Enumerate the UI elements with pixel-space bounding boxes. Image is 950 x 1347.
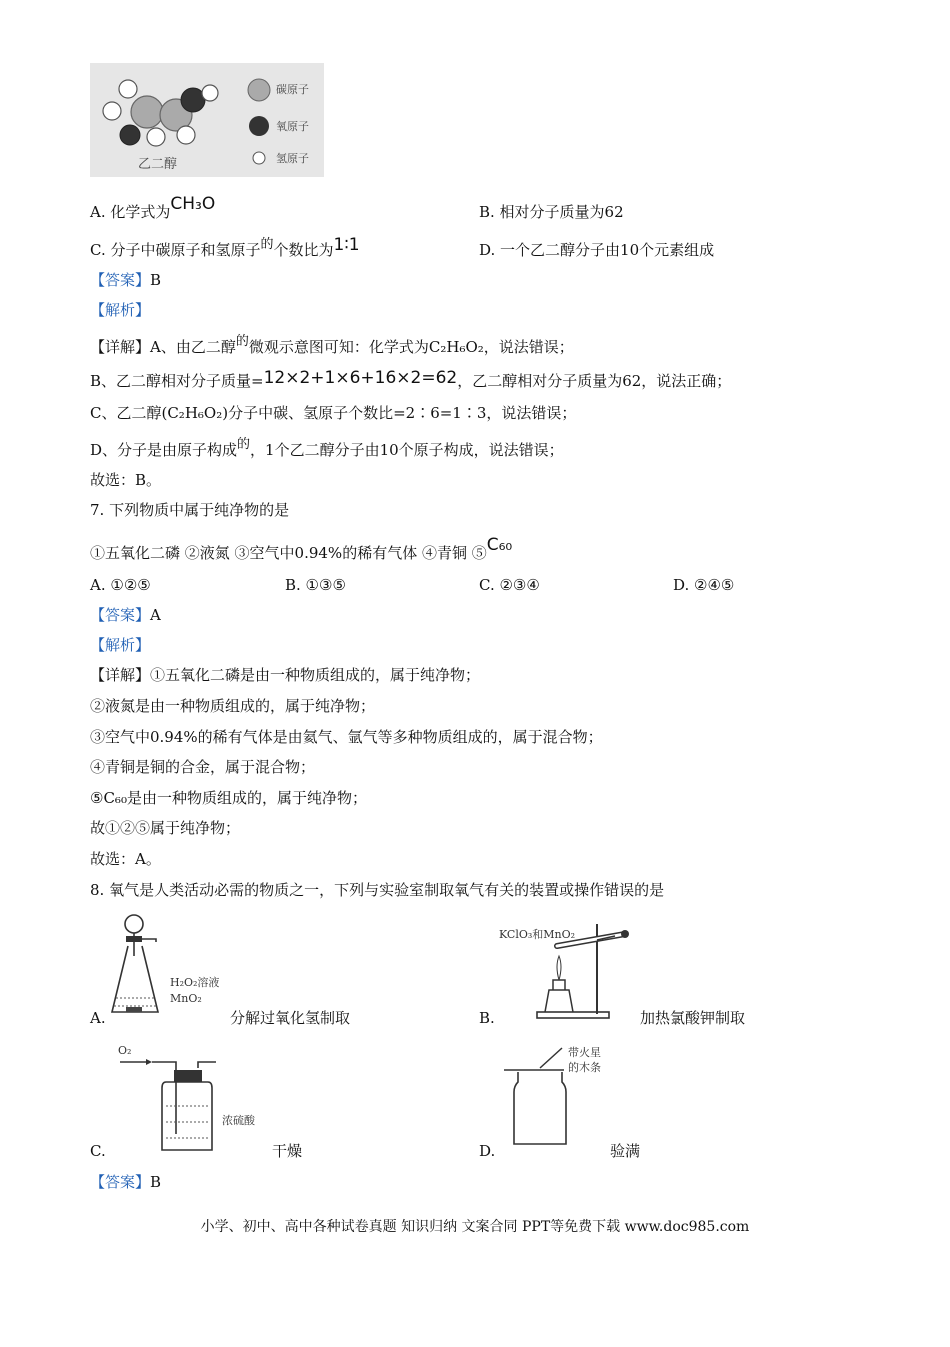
q7-answer: 【答案】A xyxy=(90,606,161,624)
label-mno2: MnO₂ xyxy=(170,992,202,1005)
q7-detail-1: 【详解】①五氧化二磷是由一种物质组成的，属于纯净物； xyxy=(90,666,481,684)
label-sulfuric-acid: 浓硫酸 xyxy=(222,1114,255,1127)
q6-detail-d: D、分子是由原子构成的，1个乙二醇分子由10个原子构成，说法错误； xyxy=(90,437,564,459)
q8-option-d-text: 验满 xyxy=(610,1142,641,1160)
q8-option-b-text: 加热氯酸钾制取 xyxy=(640,1009,746,1027)
q7-detail-4: ④青铜是铜的合金，属于混合物； xyxy=(90,758,316,776)
q6-detail-b: B、乙二醇相对分子质量=12×2+1×6+16×2=62，乙二醇相对分子质量为62，说法正确； xyxy=(90,368,732,390)
label-o2: O₂ xyxy=(118,1044,132,1057)
q7-detail-3: ③空气中0.94%的稀有气体是由氦气、氩气等多种物质组成的，属于混合物； xyxy=(90,728,603,746)
label-splint-2: 的木条 xyxy=(568,1061,601,1074)
label-splint-1: 带火星 xyxy=(568,1046,601,1059)
q7-option-d: D. ②④⑤ xyxy=(673,576,735,594)
q6-detail-a: 【详解】A、由乙二醇的微观示意图可知：化学式为C₂H₆O₂，说法错误； xyxy=(90,334,574,356)
q7-option-c: C. ②③④ xyxy=(479,576,540,594)
legend-carbon: 碳原子 xyxy=(276,83,309,96)
figure-c-drying xyxy=(116,1044,286,1156)
formula-ch3o: CH₃O xyxy=(170,194,216,214)
q6-option-d: D. 一个乙二醇分子由10个元素组成 xyxy=(479,241,715,259)
figure-d-verify xyxy=(502,1044,642,1152)
q8-stem: 8. 氧气是人类活动必需的物质之一，下列与实验室制取氧气有关的装置或操作错误的是 xyxy=(90,881,665,899)
q7-option-a: A. ①②⑤ xyxy=(90,576,151,594)
q8-option-a-letter: A. xyxy=(90,1009,106,1027)
q7-stem: 7. 下列物质中属于纯净物的是 xyxy=(90,501,290,519)
q6-conclusion: 故选：B。 xyxy=(90,471,162,489)
q7-detail-5: ⑤C₆₀是由一种物质组成的，属于纯净物； xyxy=(90,789,367,807)
q8-answer: 【答案】B xyxy=(90,1173,162,1191)
q6-analysis-tag: 【解析】 xyxy=(90,301,151,319)
legend-hydrogen: 氢原子 xyxy=(276,152,309,165)
q8-option-b-letter: B. xyxy=(479,1009,495,1027)
q6-option-a: A. 化学式为CH₃O xyxy=(90,194,216,221)
molecule-caption: 乙二醇 xyxy=(138,157,178,172)
drying-bottle xyxy=(116,1044,286,1156)
q6-detail-c: C、乙二醇(C₂H₆O₂)分子中碳、氢原子个数比=2∶6=1∶3，说法错误； xyxy=(90,404,577,422)
q8-option-a-text: 分解过氧化氢制取 xyxy=(230,1009,351,1027)
q6-option-b: B. 相对分子质量为62 xyxy=(479,203,624,221)
formula-c60: C₆₀ xyxy=(486,535,513,555)
q7-items: ①五氧化二磷 ②液氮 ③空气中0.94%的稀有气体 ④青铜 ⑤C₆₀ xyxy=(90,535,513,562)
q7-detail-2: ②液氮是由一种物质组成的，属于纯净物； xyxy=(90,697,376,715)
q7-detail-6: 故①②⑤属于纯净物； xyxy=(90,819,241,837)
q6-option-c: C. 分子中碳原子和氢原子的个数比为1∶1 xyxy=(90,235,360,259)
label-kclo3: KClO₃和MnO₂ xyxy=(499,928,576,941)
figure-b-heating xyxy=(497,918,637,1024)
q7-option-b: B. ①③⑤ xyxy=(285,576,346,594)
q7-analysis-tag: 【解析】 xyxy=(90,636,151,654)
figure-a-flask xyxy=(108,912,228,1024)
formula-mass: 12×2+1×6+16×2=62 xyxy=(263,368,458,388)
q7-detail-7: 故选：A。 xyxy=(90,850,161,868)
q6-answer: 【答案】B xyxy=(90,271,162,289)
molecule-figure xyxy=(90,63,324,177)
label-h2o2: H₂O₂溶液 xyxy=(170,976,220,989)
q8-option-c-letter: C. xyxy=(90,1142,106,1160)
flask-apparatus xyxy=(108,912,228,1024)
legend-oxygen: 氧原子 xyxy=(276,120,309,133)
q8-option-d-letter: D. xyxy=(479,1142,496,1160)
q8-option-c-text: 干燥 xyxy=(272,1142,303,1160)
footer-text: 小学、初中、高中各种试卷真题 知识归纳 文案合同 PPT等免费下载 www.doc985.com xyxy=(200,1219,750,1235)
